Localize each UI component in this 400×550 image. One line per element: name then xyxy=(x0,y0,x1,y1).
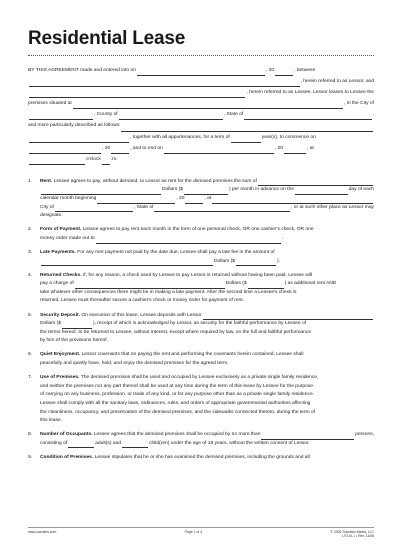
intro-text: , 20 xyxy=(274,145,283,151)
section-text: money order made out to xyxy=(40,235,95,241)
page-footer xyxy=(28,527,374,538)
section-text: Lessee shall comply with all the sanitary laws, ordinances, rules, and orders of appropriate governmental authorities affecting xyxy=(40,400,311,406)
late-fee-number-blank[interactable] xyxy=(236,258,276,266)
section-text: Lessor covenants that on paying the rent and performing the covenants herein contained, Lessee shall xyxy=(81,352,304,358)
end-year-blank[interactable] xyxy=(284,146,306,154)
section-text: persons, xyxy=(355,432,374,438)
section-number: 9. xyxy=(28,454,33,460)
footer-page-number: Page 1 of 4 xyxy=(184,530,203,534)
section-heading: Number of Occupants. xyxy=(40,432,93,438)
start-year-blank[interactable] xyxy=(111,146,129,154)
section-text: Dollars ($ xyxy=(225,281,247,287)
intro-text: , and to end on xyxy=(130,145,163,151)
section-text: take whatever other consequences there might be in making a late payment. After the second time a Lessee's check is xyxy=(40,289,297,295)
section-text: and neither the premises nor any part thereof shall be used at any time during the term of this lease by Lessee for the purpose xyxy=(40,383,313,389)
section-heading: Security Deposit. xyxy=(40,312,80,318)
section-text: ), receipt of which is acknowledged by Lessor, as security for the faithful performance by Lessee of xyxy=(92,321,307,327)
footer-copyright xyxy=(330,530,374,538)
intro-text: , State of xyxy=(223,112,244,118)
section-text: child(ren) under the age of 18 years, without the written consent of Lessor. xyxy=(149,440,310,446)
section-text: peacefully and quietly have, hold, and enjoy the demised premises for the agreed term. xyxy=(40,361,229,367)
late-fee-words-blank[interactable] xyxy=(41,258,213,266)
section-heading: Late Payments. xyxy=(40,250,76,255)
section-text: ). xyxy=(276,258,280,264)
agreement-year-blank[interactable] xyxy=(275,68,293,76)
rent-amount-words-blank-2[interactable] xyxy=(41,187,161,195)
section-text: The demised premises shall be used and occupied by Lessee exclusively as a private single family residence, xyxy=(80,375,319,381)
section-text: adult(s) and xyxy=(95,440,122,446)
rent-start-date-blank[interactable] xyxy=(97,196,175,204)
am-pm-blank[interactable] xyxy=(102,157,110,165)
section-late-payments xyxy=(28,249,374,266)
rent-due-day-blank[interactable] xyxy=(295,187,348,195)
section-text: of carrying on any business, profession, or trade of any kind, or for any purpose other than as a private single family residence. xyxy=(40,392,315,398)
intro-text: , xyxy=(372,112,374,118)
section-rent xyxy=(28,178,374,221)
section-text: ) as additional rent AND xyxy=(284,281,337,287)
premises-description-blank[interactable] xyxy=(121,124,373,132)
section-heading: Form of Payment. xyxy=(40,227,82,233)
section-heading: Use of Premises. xyxy=(40,375,80,381)
section-text: Lessee agrees to pay rent each month in the form of one personal check, OR one cashier's check, OR one xyxy=(82,227,314,233)
section-text: the cleanliness, occupancy, and preservation of the demised premises, and the sidewalks connected thereto, during the term of xyxy=(40,409,316,415)
section-text: the terms hereof, to be returned to Lessee, without interest, except where required by law, on the full and faithful performance xyxy=(40,329,312,335)
premises-address-blank[interactable] xyxy=(73,101,343,109)
children-count-blank[interactable] xyxy=(122,440,148,448)
section-text: , or at such other place as Lessor may xyxy=(291,204,374,210)
intro-text: , herein referred to as Lessor, and xyxy=(300,79,374,85)
returned-check-fee-words-blank[interactable] xyxy=(75,281,225,289)
section-number: 3. xyxy=(28,250,33,255)
section-text: this lease. xyxy=(40,418,63,424)
section-text: City of xyxy=(40,204,54,210)
section-quiet-enjoyment xyxy=(28,351,374,368)
rent-payment-place-blank[interactable] xyxy=(212,196,373,204)
section-text: designate. xyxy=(40,213,63,219)
section-heading: Rent. xyxy=(40,178,53,184)
intro-text: BY THIS AGREEMENT made and entered into on xyxy=(28,68,136,73)
section-text: Lessee stipulates that he or she has examined the demised premises, including the grounds and all xyxy=(94,454,310,460)
end-date-blank[interactable] xyxy=(164,146,274,154)
intro-text: , County of xyxy=(94,112,118,118)
intro-text: , 20 xyxy=(265,68,275,73)
section-form-of-payment: 2. Form of Payment. Lessee agrees to pay rent each month in the form of one personal check, OR one cashier's check, OR one money order made out to . xyxy=(28,226,374,243)
term-years-blank[interactable] xyxy=(231,135,261,143)
time-blank[interactable] xyxy=(29,157,85,165)
document-title: Residential Lease xyxy=(28,28,374,56)
deposit-amount-number-blank[interactable] xyxy=(62,321,92,329)
section-text: , State of xyxy=(133,204,154,210)
section-use-of-premises xyxy=(28,374,374,426)
intro-paragraph xyxy=(28,65,374,165)
section-heading: Quiet Enjoyment. xyxy=(40,352,81,358)
rent-state-blank[interactable] xyxy=(154,204,290,212)
section-text: , 20 xyxy=(176,196,185,202)
payee-name-blank[interactable] xyxy=(96,236,281,244)
section-text: If, for any reason, a check used by Lessee to pay Lessor is returned without having been paid, Lessee will xyxy=(82,272,313,278)
lessor-name-blank[interactable] xyxy=(29,79,300,87)
section-heading: Condition of Premises. xyxy=(40,454,94,460)
section-text: day of each xyxy=(348,187,374,193)
section-text: calendar month beginning xyxy=(40,196,97,202)
section-text: , at xyxy=(204,196,212,202)
intro-text: , together with all appurtenances, for a term of xyxy=(130,134,230,140)
section-text: consisting of xyxy=(40,440,68,446)
intro-text: , at xyxy=(306,145,314,151)
intro-text: , between xyxy=(294,68,316,73)
section-security-deposit xyxy=(28,312,374,346)
intro-text: o'clock xyxy=(86,156,101,162)
footer-website: www.socrates.com xyxy=(28,530,57,534)
intro-text: and more particularly described as follows: xyxy=(28,123,121,129)
section-text: pay a charge of xyxy=(40,281,74,287)
rent-amount-number-blank[interactable] xyxy=(184,187,228,195)
section-number: 7. xyxy=(28,375,33,381)
rent-city-blank[interactable] xyxy=(55,204,133,212)
section-number: 5. xyxy=(28,312,33,318)
section-number: 1. xyxy=(28,178,33,184)
intro-text: .m. xyxy=(110,156,118,162)
county-blank[interactable] xyxy=(119,112,223,120)
section-text: Dollars ($ xyxy=(214,258,235,264)
section-number: 4. xyxy=(28,272,33,278)
deposit-amount-words-blank[interactable] xyxy=(203,312,373,320)
footer-copyright-line: © 2006 Socrates Media, LLC xyxy=(330,530,374,534)
section-text: ) per month in advance on the xyxy=(228,187,294,193)
section-number: 8. xyxy=(28,432,33,438)
lessee-name-blank[interactable] xyxy=(29,90,245,98)
section-number: 2. xyxy=(28,227,33,233)
section-returned-checks xyxy=(28,272,374,306)
rent-start-year-blank[interactable] xyxy=(185,196,203,204)
start-date-blank[interactable] xyxy=(29,146,101,154)
intro-text: , in the City of xyxy=(344,101,374,107)
premises-description-blank-2[interactable] xyxy=(29,135,129,143)
section-text: Lessee agrees to pay, without demand, to Lessor as rent for the demised premises the sum of xyxy=(53,178,257,184)
agreement-date-blank[interactable] xyxy=(137,68,265,76)
section-text: For any rent payment not paid by the date due, Lessee shall pay a late fee in the amount of xyxy=(77,250,275,255)
section-heading: Returned Checks. xyxy=(40,272,82,278)
section-text: Dollars ($ xyxy=(162,187,183,193)
section-text: Lessee agrees that the demised premises shall be occupied by no more than xyxy=(93,432,261,438)
max-occupants-blank[interactable] xyxy=(261,432,354,440)
section-text: On execution of this lease, Lessee deposits with Lessor xyxy=(81,312,202,318)
city-blank[interactable] xyxy=(29,112,93,120)
state-blank[interactable] xyxy=(244,112,371,120)
section-condition-of-premises xyxy=(28,454,374,463)
section-text: returned, Lessee must thereafter secure a cashier's check or money order for payment of rent. xyxy=(40,298,244,304)
section-text: Dollars ($ xyxy=(40,321,61,327)
adults-count-blank[interactable] xyxy=(68,440,94,448)
returned-check-fee-number-blank[interactable] xyxy=(248,281,284,289)
section-number-of-occupants xyxy=(28,431,374,448)
rent-amount-words-blank[interactable] xyxy=(258,178,373,186)
intro-text: , 20 xyxy=(102,145,111,151)
lease-sections xyxy=(28,178,374,463)
section-text: by him of the provisions hereof. xyxy=(40,338,108,344)
intro-text: , herein referred to as Lessee. Lessor leases to Lessee the xyxy=(246,90,374,96)
section-number: 6. xyxy=(28,352,33,358)
intro-text: year(s), to commence on xyxy=(261,134,316,140)
footer-form-id: LF210-1 • Rev. 11/06 xyxy=(342,534,374,538)
intro-text: premises situated at xyxy=(28,101,72,107)
